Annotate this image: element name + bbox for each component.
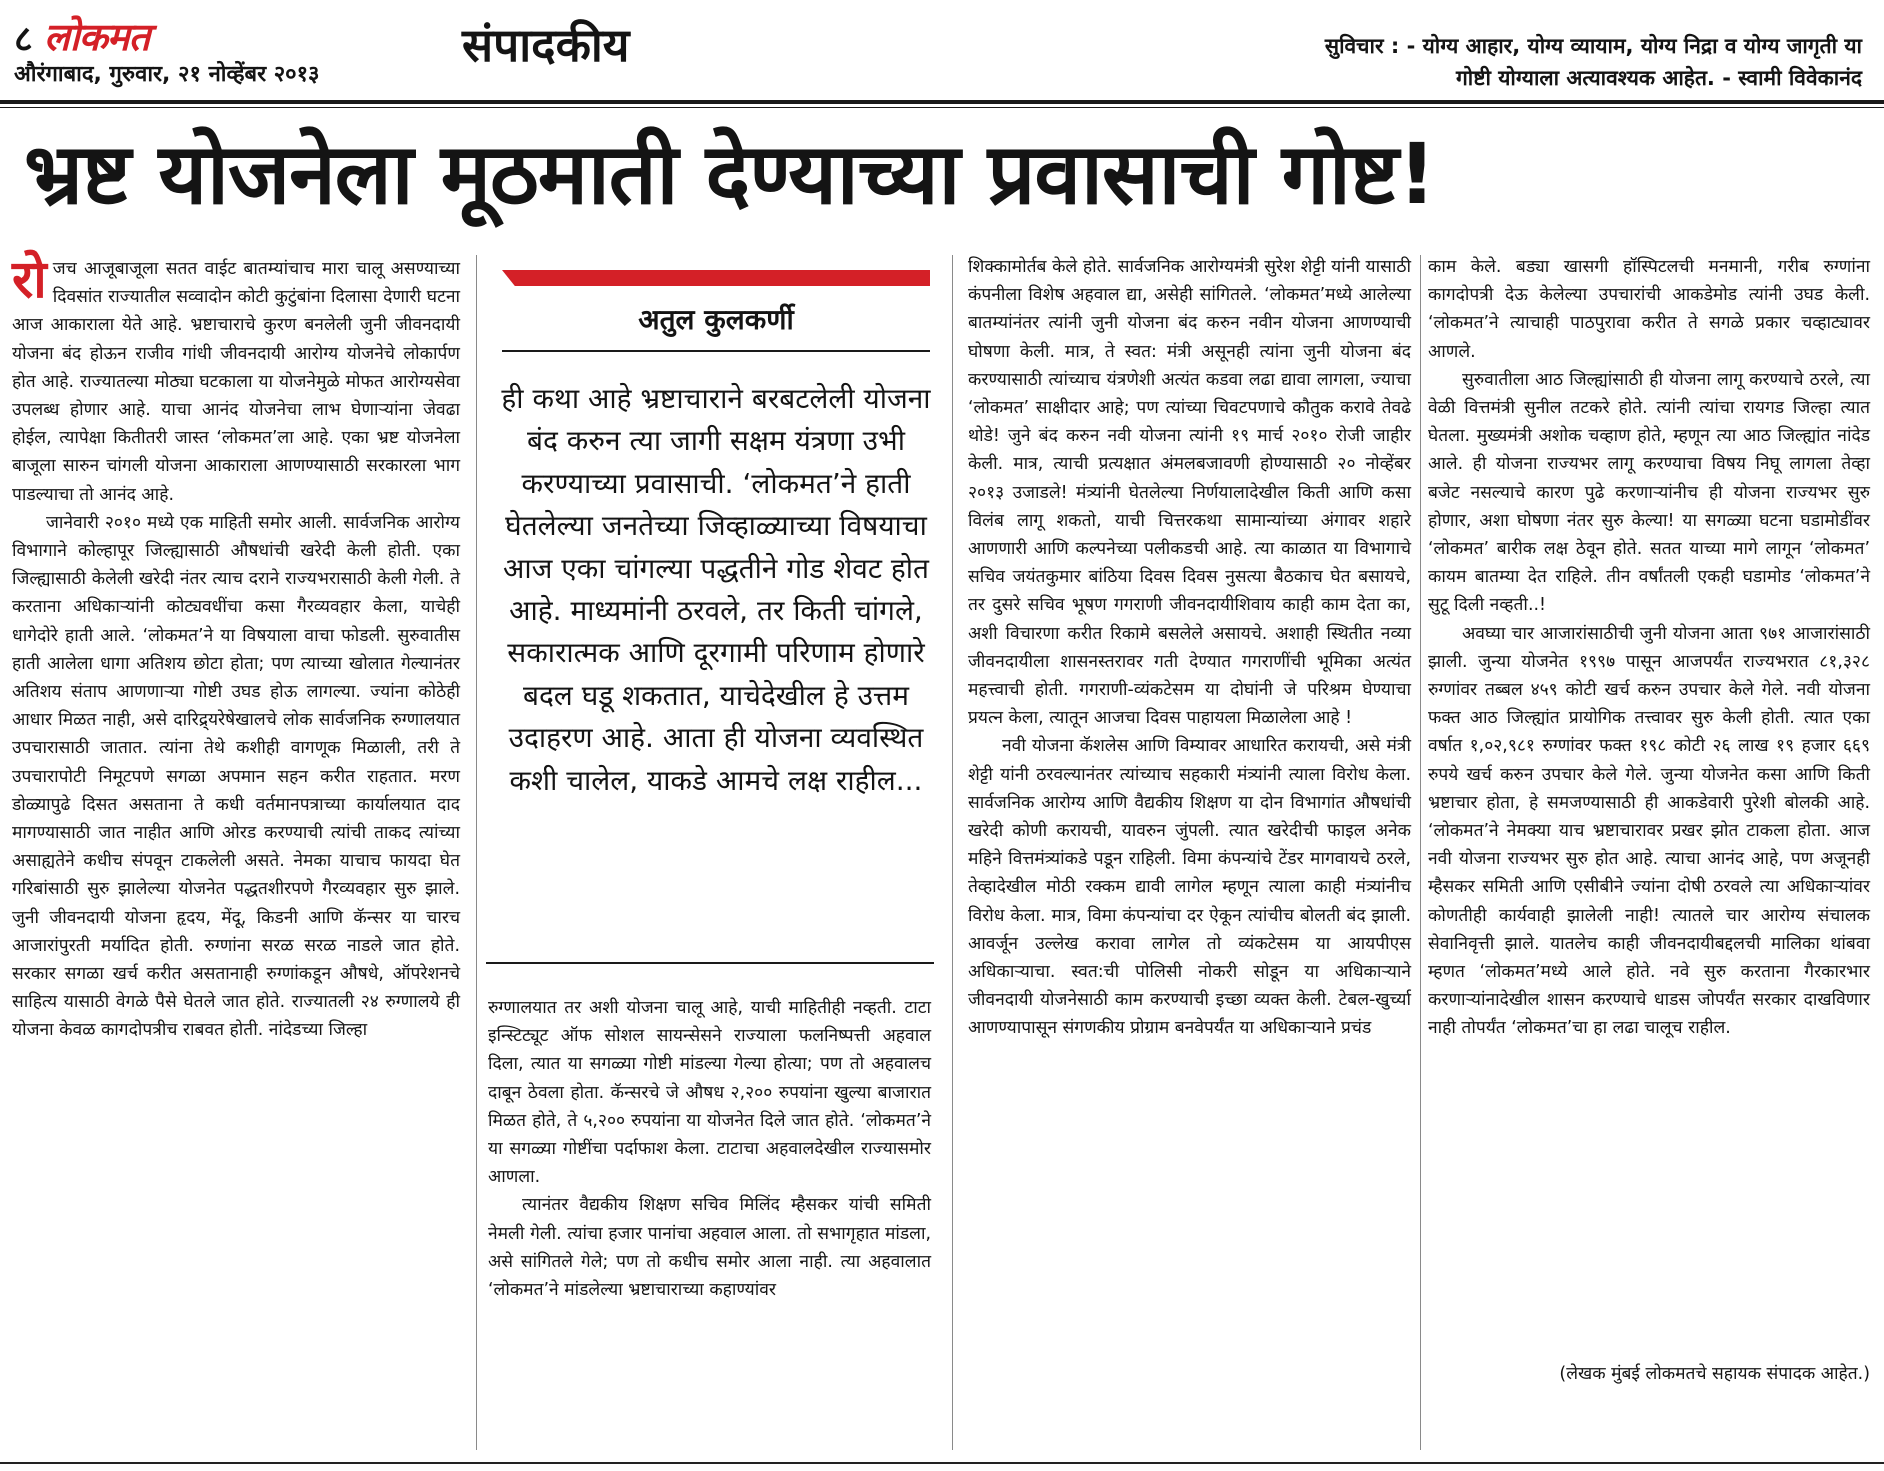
author-accent-bar [502, 270, 930, 286]
author-rule [502, 350, 930, 352]
column-divider [952, 255, 953, 1450]
column-1 [12, 250, 460, 1045]
paragraph: शिक्कामोर्तब केले होते. सार्वजनिक आरोग्यमंत्री सुरेश शेट्टी यांनी यासाठी कंपनीला विशेष अहवाल द्या, असेही सांगितले. ‘लोकमत’मध्ये आलेल्या बातम्यांनंतर त्यांनी जुनी योजना बंद करुन नवीन योजना आणण्याची घोषणा केली. मात्र, ते स्वत: मंत्री असूनही त्यांना जुनी योजना बंद करण्यासाठी त्यांच्याच यंत्रणेशी अत्यंत कडवा लढा द्यावा लागला, ज्याचा ‘लोकमत’ साक्षीदार आहे; पण त्यांच्या चिवटपणाचे कौतुक करावे तेवढे थोडे! जुने बंद करुन नवी योजना त्यांनी १९ मार्च २०१० रोजी जाहीर केली. मात्र, त्याची प्रत्यक्षात अंमलबजावणी होण्यासाठी २० नोव्हेंबर २०१३ उजाडले! मंत्र्यांनी घेतलेल्या निर्णयालादेखील किती आणि कसा विलंब लागू शकतो, याची चित्तरकथा सामान्यांच्या अंगावर शहारे आणणारी आणि कल्पनेच्या पलीकडची आहे. त्या काळात या विभागाचे सचिव जयंतकुमार बांठिया दिवस दिवस नुसत्या बैठकाच घेत बसायचे, तर दुसरे सचिव भूषण गगराणी जीवनदायीशिवाय काही काम देता का, अशी विचारणा करीत रिकामे बसलेले असायचे. अशाही स्थितीत नव्या जीवनदायीला शासनस्तरावर गती देण्यात गगराणींची भूमिका अत्यंत महत्त्वाची होती. गगराणी-व्यंकटेसम या दोघांनी जे परिश्रम घेण्याचा प्रयत्न केला, त्यातून आजचा दिवस पाहायला मिळालेला आहे ! [968, 257, 1411, 729]
masthead [0, 0, 1884, 100]
column-divider [1420, 255, 1421, 1450]
paragraph: अवघ्या चार आजारांसाठीची जुनी योजना आता ९७१ आजारांसाठी झाली. जुन्या योजनेत १९९७ पासून आजपर्यंत राज्यभरात ८१,३२८ रुग्णांवर तब्बल ४५९ कोटी खर्च करुन उपचार केले गेले. नवी योजना फक्त आठ जिल्ह्यांत प्रायोगिक तत्त्वावर सुरु केली होती. त्यात एका वर्षात १,०२,९८१ रुग्णांवर फक्त १९८ कोटी २६ लाख १९ हजार ६६९ रुपये खर्च करुन उपचार केले गेले. जुन्या योजनेत कसा आणि किती भ्रष्टाचार होता, हे समजण्यासाठी ही आकडेवारी पुरेशी बोलकी आहे. ‘लोकमत’ने नेमक्या याच भ्रष्टाचारावर प्रखर झोत टाकला होता. आज नवी योजना राज्यभर सुरु होत आहे. त्याचा आनंद आहे, पण अजूनही म्हैसकर समिती आणि एसीबीने ज्यांना दोषी ठरवले त्या अधिकाऱ्यांवर कोणतीही कार्यवाही झालेली नाही! त्यातले चार आरोग्य संचालक सेवानिवृत्ती झाले. यातलेच काही जीवनदायीबद्दलची मालिका थांबवा म्हणत ‘लोकमत’मध्ये आले होते. नवे सुरु करताना गैरकारभार करणाऱ्यांनादेखील शासन करण्याचे धाडस जोपर्यंत सरकार दाखविणार नाही तोपर्यंत ‘लोकमत’चा हा लढा चालूच राहील. [1428, 623, 1871, 1039]
masthead-rule-thin [0, 107, 1884, 108]
paragraph: त्यानंतर वैद्यकीय शिक्षण सचिव मिलिंद म्हैसकर यांची समिती नेमली गेली. त्यांचा हजार पानांचा अहवाल आला. तो सभागृहात मांडला, असे सांगितले गेले; पण तो कधीच समोर आला नाही. त्या अहवालात ‘लोकमत’ने मांडलेल्या भ्रष्टाचाराच्या कहाण्यांवर [488, 1195, 931, 1301]
paragraph: सुरुवातीला आठ जिल्ह्यांसाठी ही योजना लागू करण्याचे ठरले, त्या वेळी वित्तमंत्री सुनील तटकरे होते. त्यांनी त्यांचा रायगड जिल्हा त्यात घेतला. मुख्यमंत्री अशोक चव्हाण होते, म्हणून त्या आठ जिल्ह्यांत नांदेड आले. ही योजना राज्यभर लागू करण्याचा विषय निघू लागला तेव्हा बजेट नसल्याचे कारण पुढे करणाऱ्यांनीच ही योजना राज्यभर सुरु होणार, अशा घोषणा नंतर सुरु केल्या! या सगळ्या घटना घडामोडींवर ‘लोकमत’ बारीक लक्ष ठेवून होते. सतत याच्या मागे लागून ‘लोकमत’ कायम बातम्या देत राहिले. तीन वर्षांतली एकही घडामोड ‘लोकमत’ने सुटू दिली नव्हती..! [1428, 369, 1870, 616]
paragraph: रोजच आजूबाजूला सतत वाईट बातम्यांचाच मारा चालू असण्याच्या दिवसांत राज्यातील सव्वादोन कोटी कुटुंबांना दिलासा देणारी घटना आज आकाराला येते आहे. भ्रष्टाचाराचे कुरण बनलेली जुनी जीवनदायी योजना बंद होऊन राजीव गांधी जीवनदायी आरोग्य योजनेचे लोकार्पण होत आहे. राज्यातल्या मोठ्या घटकाला या योजनेमुळे मोफत आरोग्यसेवा उपलब्ध होणार आहे. याचा आनंद योजनेचा लाभ घेणाऱ्यांना जेवढा होईल, त्यापेक्षा कितीतरी जास्त ‘लोकमत’ला आहे. एका भ्रष्ट योजनेला बाजूला सारुन चांगली योजना आकाराला आणण्यासाठी सरकारला भाग पाडल्याचा तो आनंद आहे. [12, 250, 460, 505]
dropcap: रो [12, 250, 47, 310]
author-box [502, 270, 930, 352]
quote-line-2: गोष्टी योग्याला अत्यावश्यक आहेत. - स्वामी विवेकानंद [1455, 66, 1862, 90]
paragraph: नवी योजना कॅशलेस आणि विम्यावर आधारित करायची, असे मंत्री शेट्टी यांनी ठरवल्यानंतर त्यांच्याच सहकारी मंत्र्यांनी त्याला विरोध केला. सार्वजनिक आरोग्य आणि वैद्यकीय शिक्षण या दोन विभागांत औषधांची खरेदी कोणी करायची, यावरुन जुंपली. त्यात खरेदीची फाइल अनेक महिने वित्तमंत्र्यांकडे पडून राहिली. विमा कंपन्यांचे टेंडर मागवायचे ठरले, तेव्हादेखील मोठी रक्कम द्यावी लागेल म्हणून त्याला काही मंत्र्यांनीच विरोध केला. मात्र, विमा कंपन्यांचा दर ऐकून त्यांचीच बोलती बंद झाली. आवर्जून उल्लेख करावा लागेल तो व्यंकटेसम या आयपीएस अधिकाऱ्याचा. स्वत:ची पोलिसी नोकरी सोडून या अधिकाऱ्याने जीवनदायी योजनेसाठी काम करण्याची इच्छा व्यक्त केली. टेबल-खुर्च्या आणण्यापासून संगणकीय प्रोग्राम बनवेपर्यंत या अधिकाऱ्याने प्रचंड [968, 736, 1411, 1039]
column-3 [968, 253, 1411, 1043]
paragraph: रुग्णालयात तर अशी योजना चालू आहे, याची माहितीही नव्हती. टाटा इन्स्टिट्यूट ऑफ सोशल सायन्सेसने राज्याला फलनिष्पत्ती अहवाल दिला, त्यात या सगळ्या गोष्टी मांडल्या गेल्या होत्या; पण तो अहवालच दाबून ठेवला होता. कॅन्सरचे जे औषध २,२०० रुपयांना खुल्या बाजारात मिळत होते, ते ५,२०० रुपयांना या योजनेत दिले जात होते. ‘लोकमत’ने या सगळ्या गोष्टींचा पर्दाफाश केला. टाटाचा अहवालदेखील राज्यासमोर आणला. [488, 998, 931, 1188]
article-headline: भ्रष्ट योजनेला मूठमाती देण्याच्या प्रवासाची गोष्ट! [24, 125, 1436, 223]
paragraph: जानेवारी २०१० मध्ये एक माहिती समोर आली. सार्वजनिक आरोग्य विभागाने कोल्हापूर जिल्ह्यासाठी औषधांची खरेदी केली होती. एका जिल्ह्यासाठी केलेली खरेदी नंतर त्याच दराने राज्यभरासाठी केली गेली. ते करताना अधिकाऱ्यांनी कोट्यवधींचा कसा गैरव्यवहार केला, याचेही धागेदोरे हाती आले. ‘लोकमत’ने या विषयाला वाचा फोडली. सुरुवातीस हाती आलेला धागा अतिशय छोटा होता; पण त्याच्या खोलात गेल्यानंतर अतिशय संताप आणणाऱ्या गोष्टी उघड होऊ लागल्या. ज्यांना कोठेही आधार मिळत नाही, असे दारिद्र्यरेषेखालचे लोक सार्वजनिक रुग्णालयात उपचारासाठी जातात. त्यांना तेथे कशीही वागणूक मिळाली, तरी ते उपचारापोटी निमूटपणे सगळा अपमान सहन करीत राहतात. मरण डोळ्यापुढे दिसत असताना ते कधी वर्तमानपत्राच्या कार्यालयात दाद मागण्यासाठी जात नाहीत आणि ओरड करण्याची त्यांची ताकद त्यांच्या असाह्यतेने कधीच संपवून टाकलेली असते. नेमका याचाच फायदा घेत गरिबांसाठी सुरु झालेल्या योजनेत पद्धतशीरपणे गैरव्यवहार सुरु झाले. जुनी जीवनदायी योजना हृदय, मेंदू, किडनी आणि कॅन्सर या चारच आजारांपुरती मर्यादित होती. रुग्णांना सरळ सरळ नाडले जात होते. सरकार सगळा खर्च करीत असतानाही रुग्णांकडून औषधे, ऑपरेशनचे साहित्य यासाठी वेगळे पैसे घेतले जात होते. राज्यातली २४ रुग्णालये ही योजना केवळ कागदोपत्रीच राबवत होती. नांदेडच्या जिल्हा [12, 512, 460, 1041]
section-title: संपादकीय [462, 18, 630, 72]
column-4 [1428, 253, 1870, 1043]
pull-quote: ही कथा आहे भ्रष्टाचाराने बरबटलेली योजना बंद करुन त्या जागी सक्षम यंत्रणा उभी करण्याच्या प्रवासाची. ‘लोकमत’ने हाती घेतलेल्या जनतेच्या जिव्हाळ्याच्या विषयाचा आज एका चांगल्या पद्धतीने गोड शेवट होत आहे. माध्यमांनी ठरवले, तर किती चांगले, सकारात्मक आणि दूरगामी परिणाम होणारे बदल घडू शकतात, याचेदेखील हे उत्तम उदाहरण आहे. आता ही योजना व्यवस्थित कशी चालेल, याकडे आमचे लक्ष राहील... [501, 382, 931, 797]
quote-line-1: सुविचार : - योग्य आहार, योग्य व्यायाम, योग्य निद्रा व योग्य जागृती या [1324, 34, 1862, 58]
author-name: अतुल कुलकर्णी [638, 303, 794, 336]
newspaper-logo: लोकमत [44, 15, 150, 59]
masthead-rule [0, 100, 1884, 104]
column-2 [488, 994, 931, 1304]
thought-of-the-day [1042, 30, 1862, 94]
pull-quote-rule [486, 962, 934, 964]
column-divider [476, 255, 477, 1450]
dateline: औरंगाबाद, गुरुवार, २१ नोव्हेंबर २०१३ [14, 62, 320, 87]
page-number: ८ [14, 19, 33, 60]
paragraph: काम केले. बड्या खासगी हॉस्पिटलची मनमानी, गरीब रुग्णांना कागदोपत्री देऊ केलेल्या उपचारांची आकडेमोड त्यांनी उघड केली. ‘लोकमत’ने त्याचाही पाठपुरावा करीत ते सगळे प्रकार चव्हाट्यावर आणले. [1428, 257, 1870, 362]
author-note: (लेखक मुंबई लोकमतचे सहायक संपादक आहेत.) [1559, 1364, 1870, 1384]
page-bottom-rule [0, 1462, 1884, 1464]
